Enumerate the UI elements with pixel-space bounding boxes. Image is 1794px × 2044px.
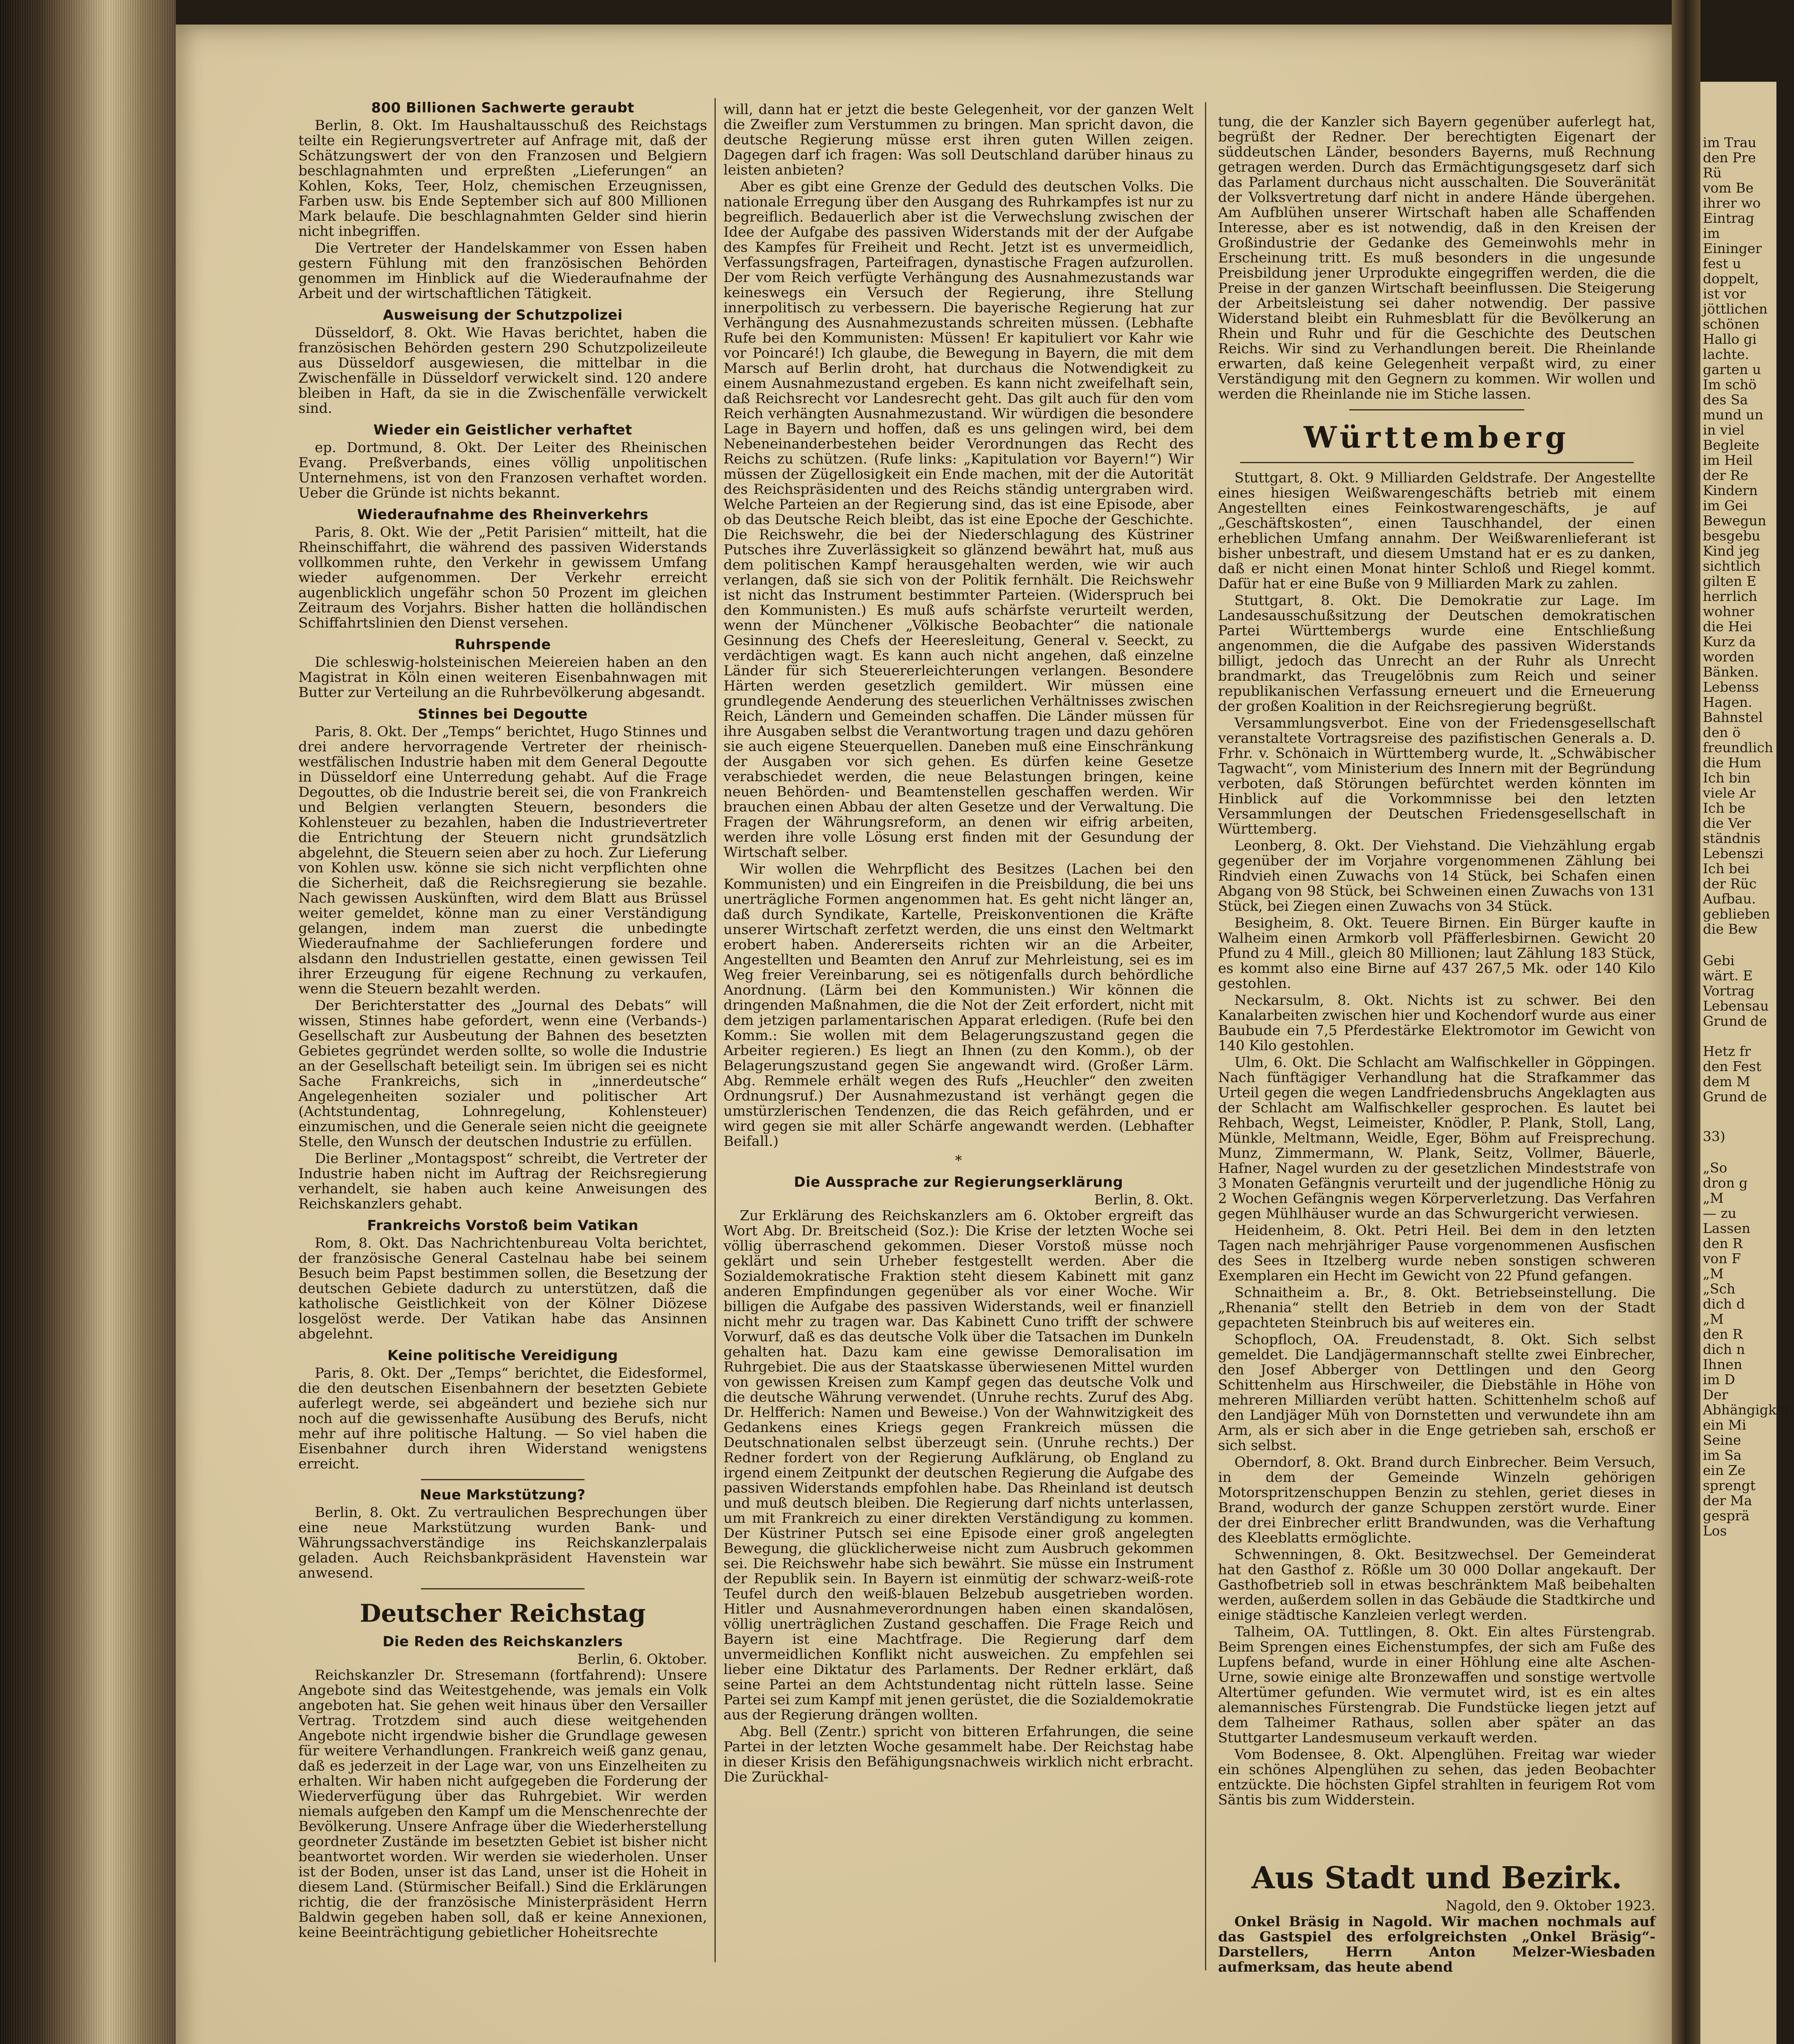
facing-line: dich n [1703, 1341, 1745, 1357]
facing-line: in viel [1703, 422, 1745, 438]
article-paragraph: will, dann hat er jetzt die beste Gelegenheit, vor der ganzen Welt die Zweifler zum Verstummen zu bringen. Man spricht davon, die deutsche Regierung müsse erst ihren guten Willen zeigen. Dagegen darf ich fragen: Was soll Deutschland darüber hinaus zu leisten anbieten? [723, 101, 1194, 178]
facing-line: Hetz fr [1703, 1043, 1751, 1059]
article-paragraph: Besigheim, 8. Okt. Teuere Birnen. Ein Bürger kaufte in Walheim einen Armkorb voll Pfäfferlesbirnen. Gewicht 20 Pfund zu 4 Mill., gleich 80 Millionen; laut Zählung 183 Stück, es kommt also eine Birne auf 437 267,5 Mk. oder 140 Kilo gestohlen. [1218, 915, 1655, 992]
facing-line: wärt. E [1703, 968, 1753, 984]
article-paragraph: Der Berichterstatter des „Journal des Debats“ will wissen, Stinnes habe gefordert, wenn eine (Verbands-) Gesellschaft zur Ausbeutung der Bahnen des besetzten Gebietes gegründet werden sollte, so wolle die Industrie an der Gesellschaft beteiligt sein. Im übrigen sei es nicht Sache Frankreichs, sich in „innerdeutsche“ Angelegenheiten sozialer und politischer Art (Achtstundentag, Lohnregelung, Kohlensteuer) einzumischen, und die Generale seien nicht die geeignete Stelle, den Wunsch der deutschen Industrie zu erfüllen. [298, 997, 707, 1150]
facing-line: im Trau [1703, 134, 1757, 150]
facing-line: Aufbau. [1703, 891, 1756, 907]
article-paragraph: Die schleswig-holsteinischen Meiereien haben an den Magistrat in Köln einen weiteren Eisenbahnwagen mit Butter zur Verteilung an die Ruhrbevölkerung abgesandt. [298, 654, 707, 701]
facing-line: vom Be [1703, 180, 1754, 196]
facing-line: ihrer wo [1703, 195, 1761, 211]
article-paragraph: Wir wollen die Wehrpflicht des Besitzes (Lachen bei den Kommunisten) und ein Eingreifen in die Preisbildung, die bei uns unerträgliche Formen angenommen hat. Es geht nicht länger an, daß durch Syndikate, Kartelle, Preiskonventionen die Kräfte unserer Wirtschaft zerfetzt werden, die uns einst den Weltmarkt erobert haben. Andererseits richten wir an die Arbeiter, Angestellten und Beamten den Anruf zur Mehrleistung, sei es im Weg freier Vereinbarung, sei es nötigenfalls durch behördliche Anordnung. (Lärm bei den Kommunisten.) Wir können die dringenden Maßnahmen, die die Not der Zeit erfordert, nicht mit dem jetzigen parlamentarischen Apparat erledigen. (Rufe bei den Komm.: Sie wollen mit dem Belagerungszustand gegen die Arbeiter regieren.) Es liegt an Ihnen (zu den Komm.), ob der Belagerungszustand gegen Sie angewandt wird. (Großer Lärm. Abg. Remmele erhält wegen des Rufs „Heuchler“ den zweiten Ordnungsruf.) Der Ausnahmezustand ist verhängt gegen die umstürzlerischen Tendenzen, die das Reich gefährden, und er wird gegen sie mit aller Schärfe angewandt werden. (Lebhafter Beifall.) [723, 861, 1194, 1150]
facing-line: garten u [1703, 361, 1761, 377]
facing-line: „Sch [1703, 1281, 1736, 1297]
column-rule-1 [714, 98, 716, 1962]
facing-line [1703, 1029, 1776, 1044]
facing-line: Ich bei [1703, 861, 1750, 876]
facing-line: den Pre [1703, 150, 1756, 166]
facing-line: ein Ze [1703, 1462, 1746, 1478]
article-paragraph: Aber es gibt eine Grenze der Geduld des deutschen Volks. Die nationale Erregung über den Ausgang des Ruhrkampfes ist nur zu begreiflich. Bedauerlich aber ist die Verwechslung zwischen der Idee der Aufgabe des passiven Widerstands mit der der Aufgabe des Kampfes für Freiheit und Recht. Jetzt ist es unvermeidlich, Verfassungsfragen, Parteifragen, dynastische Fragen aufzurollen. Der vom Reich verfügte Verhängung des Ausnahmezustands war keineswegs ein Versuch der Regierung, ihre Stellung innerpolitisch zu verbessern. Die bayerische Regierung hat zur Verhängung des Ausnahmezustands schreiten müssen. (Lebhafte Rufe bei den Kommunisten: Müssen! Er kapituliert vor Kahr wie vor Poincaré!) Ich glaube, die Bewegung in Bayern, die mit dem Marsch auf Berlin droht, hat durchaus die Notwendigkeit zu einem Ausnahmezustand ergeben. Es kann nicht zweifelhaft sein, daß Reichsrecht vor Landesrecht geht. Das gilt auch für den vom Reich verhängten Ausnahmezustand. Wir würdigen die besondere Lage in Bayern und hoffen, daß es uns gelingen wird, bei dem Nebeneinanderbestehen beider Verordnungen das Recht des Reichs zu schützen. (Rufe links: „Kapitulation vor Bayern!“) Wir müssen der Zügellosigkeit ein Ende machen, mit der die Autorität des Reichspräsidenten und des Reichs ständig untergraben wird. Welche Parteien an der Regierung sind, das ist eine Episode, aber ob das Deutsche Reich bleibt, das ist eine Epoche der Geschichte. Die Reichswehr, die bei der Niederschlagung des Küstriner Putsches ihre Zuverlässigkeit so glänzend bewährt hat, muß aus dem politischen Kampf herausgehalten werden, wie wir auch verlangen, daß sie sich von der Politik fernhält. Die Reichswehr ist nicht das Instrument bestimmter Parteien. (Widerspruch bei den Kommunisten.) Es muß aufs schärfste verurteilt werden, wenn der Münchener „Völkische Beobachter“ die nationale Gesinnung des Chefs der Heeresleitung, General v. Seeckt, zu verdächtigen wagt. Es kann auch nicht angehen, daß einzelne Länder für sich Steuererleichterungen verlangen. Besondere Härten werden gesetzlich gemildert. Wir müssen eine grundlegende Aenderung des steuerlichen Verhältnisses zwischen Reich, Ländern und Gemeinden schaffen. Die Länder müssen für ihre Ausgaben selbst die Verantwortung tragen und dazu gehören sie auch eigene Steuerquellen. Daneben muß eine Einschränkung der Ausgaben vor sich gehen. Es dürfen keine Gesetze verabschiedet werden, die neue Belastungen bringen, keine neuen Behörden- und Beamtenstellen geschaffen werden. Wir brauchen einen Abbau der alten Gesetze und der Verwaltung. Die Fragen der Währungsreform, an denen wir eifrig arbeiten, werden ihre volle Lösung erst finden mit der Gesundung der Wirtschaft selber. [723, 179, 1194, 861]
article-paragraph: Schopfloch, OA. Freudenstadt, 8. Okt. Sich selbst gemeldet. Die Landjägermannschaft stellte zwei Einbrecher, den Josef Abberger von Dettlingen und den Georg Schittenhelm aus Hirschweiler, die Diebstähle in Höhe von mehreren Milliarden verübt hatten. Schittenhelm schoß auf den Landjäger Müh von Dornstetten und verwundete ihn am Arm, als er sich aber in die Enge getrieben sah, erschoß er sich selbst. [1218, 1331, 1655, 1454]
article-paragraph: Berlin, 8. Okt. Zu vertraulichen Besprechungen über eine neue Markstützung wurden Bank- und Währungssachverständige ins Reichskanzlerpalais geladen. Auch Reichsbankpräsident Havenstein war anwesend. [298, 1504, 707, 1581]
headline-markstuetzung: Neue Markstützung? [420, 1487, 586, 1503]
facing-line: Kind jeg [1703, 543, 1760, 559]
stadt-bezirk-section [1218, 1860, 1655, 1977]
facing-page-fragment [1700, 82, 1794, 2044]
facing-line: sprengt [1703, 1477, 1756, 1493]
dateline: Nagold, den 9. Oktober 1923. [1445, 1898, 1655, 1914]
headline-ruhrspende: Ruhrspende [455, 637, 551, 653]
divider [421, 1588, 585, 1589]
section-title-stadt-bezirk: Aus Stadt und Bezirk. [1251, 1860, 1622, 1896]
article-paragraph: Stuttgart, 8. Okt. 9 Milliarden Geldstrafe. Der Angestellte eines hiesigen Weißwarengeschäfts betrieb mit einem Angestellten eines Feinkostwarengeschäfts, je auf „Geschäftskosten“, einen Tauschhandel, der einen erheblichen Umfang annahm. Der Weißwarenlieferant ist bisher unbestraft, und diesem Umstand hat er es zu danken, daß er nicht einen Monat hinter Schloß und Riegel kommt. Dafür hat er eine Buße von 9 Milliarden Mark zu zahlen. [1218, 470, 1655, 592]
article-paragraph: Talheim, OA. Tuttlingen, 8. Okt. Ein altes Fürstengrab. Beim Sprengen eines Eichenstumpfes, der sich am Fuße des Lupfens befand, wurde in einer Höhlung eine alte Aschen-Urne, sowie einige alte Bronzewaffen und sonstige wertvolle Altertümer gefunden. Wie vermutet wird, ist es ein altes alemannisches Fürstengrab. Die Fundstücke liegen jetzt auf dem Talheimer Rathaus, sollen aber später an das Stuttgarter Landesmuseum verkauft werden. [1218, 1624, 1655, 1746]
facing-line: den R [1703, 1235, 1743, 1251]
facing-line: freundlich [1703, 740, 1773, 755]
facing-line: „M [1703, 1266, 1724, 1282]
facing-line: — zu [1703, 1205, 1737, 1221]
facing-line: den ö [1703, 724, 1741, 740]
facing-line: dron g [1703, 1175, 1748, 1191]
headline-geistlicher: Wieder ein Geistlicher verhaftet [373, 422, 632, 438]
article-paragraph: Ulm, 6. Okt. Die Schlacht am Walfischkeller in Göppingen. Nach fünftägiger Verhandlung hat die Strafkammer das Urteil gegen die wegen Landfriedensbruchs Angeklagten aus der Schlacht am Walfischkeller gesprochen. Es lautet bei Rehbach, Wegst, Leimeister, Knödler, P. Plank, Stoll, Lang, Münkle, Meltmann, Weidle, Eger, Böhm auf Freisprechung. Munz, Zimmermann, W. Plank, Seitz, Vollmer, Bäuerle, Hafner, Nagel wurden zu der gesetzlichen Mindeststrafe von 3 Monaten Gefängnis verurteilt und der jugendliche Hönig zu 2 Wochen Gefängnis wegen Körperverletzung. Das Verfahren gegen Mühlhäuser wurde an das Schwurgericht verwiesen. [1218, 1054, 1655, 1222]
facing-line: Kurz da [1703, 634, 1756, 650]
facing-lines-bottom [1703, 1160, 1794, 1539]
headline-reden: Die Reden des Reichskanzlers [383, 1634, 623, 1650]
headline-vereidigung: Keine politische Vereidigung [387, 1347, 618, 1364]
separator-star: * [955, 1152, 962, 1169]
facing-line: des Sa [1703, 392, 1748, 408]
facing-line: gilten E [1703, 573, 1756, 589]
article-paragraph: Düsseldorf, 8. Okt. Wie Havas berichtet, haben die französischen Behörden gestern 290 Schutzpolizeileute aus Düsseldorf ausgewiesen, die mittelbar in die Zwischenfälle in Düsseldorf verwickelt sind. 120 andere bleiben in Haft, da sie in die Zwischenfälle verwickelt sind. [298, 325, 707, 417]
facing-line: „So [1703, 1160, 1727, 1176]
article-paragraph: Die Vertreter der Handelskammer von Essen haben gestern Fühlung mit den französischen Behörden genommen im Hinblick auf die Wiederaufnahme der Arbeit und der wirtschaftlichen Tätigkeit. [298, 240, 707, 302]
section-title-wuerttemberg: Württemberg [1304, 420, 1570, 455]
facing-line: Rü [1703, 165, 1722, 181]
facing-line: sichtlich [1703, 558, 1761, 574]
facing-line: den Fest [1703, 1058, 1762, 1074]
facing-line: fest u [1703, 256, 1741, 271]
facing-line: im Gei [1703, 498, 1747, 513]
facing-line: wohner [1703, 603, 1754, 619]
article-paragraph: Abg. Bell (Zentr.) spricht von bitteren Erfahrungen, die seine Partei in der letzten Woche gesammelt habe. Der Reichstag habe in dieser Krisis den Befähigungsnachweis wirklich nicht erbracht. Die Zurückhal- [723, 1724, 1194, 1785]
facing-line: den R [1703, 1326, 1743, 1342]
article-paragraph: Heidenheim, 8. Okt. Petri Heil. Bei dem in den letzten Tagen nach mehrjähriger Pause vorgenommenen Ausfischen des Sees in Itzelberg wurde neben sonstigen schweren Exemplaren ein Hecht im Gewicht von 22 Pfund gefangen. [1218, 1222, 1655, 1284]
headline-rheinverkehr: Wiederaufnahme des Rheinverkehrs [357, 507, 649, 523]
facing-line: schönen [1703, 316, 1760, 332]
facing-line: der Rüc [1703, 876, 1757, 892]
facing-line: die Hei [1703, 619, 1752, 634]
headline-vatikan: Frankreichs Vorstoß beim Vatikan [367, 1217, 638, 1234]
book-gutter [1672, 0, 1700, 2044]
article-paragraph: tung, die der Kanzler sich Bayern gegenüber auferlegt hat, begrüßt der Redner. Der berechtigten Eigenart der süddeutschen Länder, besonders Bayerns, muß Rechnung getragen werden. Durch das Ermächtigungsgesetz darf sich das Parlament durchaus nicht ausschalten. Die Souveränität der Volksvertretung darf nicht in andere Hände übergehen. Am Aufblühen unserer Wirtschaft haben alle Schaffenden Interesse, aber es ist notwendig, daß in den Kreisen der Großindustrie der Gedanke des Gemeinwohls mehr in Erscheinung tritt. Es muß besonders in die ungesunde Preisbildung jener Urprodukte eingegriffen werden, die die Preise in der ganzen Wirtschaft beeinflussen. Die Steigerung der Arbeitsleistung sei daher notwendig. Der passive Widerstand bleibt ein Ruhmesblatt für die Bevölkerung an Rhein und Ruhr und für die Geschichte des Deutschen Reichs. Wir sind zu Verhandlungen bereit. Die Rheinlande erwarten, daß keine Gelegenheit verpaßt wird, zu einer Verständigung mit den Gegnern zu kommen. Wir wollen und werden die Rheinlande nie im Stiche lassen. [1218, 114, 1655, 402]
facing-line: Lebenss [1703, 679, 1759, 695]
divider [421, 1479, 585, 1480]
section-title-reichstag: Deutscher Reichstag [360, 1599, 646, 1628]
facing-line: Abhängigkeit [1703, 1402, 1794, 1418]
facing-line: Ihnen [1703, 1356, 1742, 1372]
column-3 [1218, 114, 1655, 1856]
facing-line: Seine [1703, 1432, 1741, 1448]
article-paragraph: Leonberg, 8. Okt. Der Viehstand. Die Viehzählung ergab gegenüber der im Vorjahre vorgenommenen Zählung bei Rindvieh einen Zuwachs von 14 Stück, bei Schafen einen Abgang von 98 Stück, bei Schweinen einen Zuwachs von 131 Stück, bei Ziegen einen Zuwachs von 34 Stück. [1218, 838, 1655, 914]
facing-line: ständnis [1703, 830, 1760, 846]
facing-line: von F [1703, 1251, 1741, 1266]
facing-line: Der [1703, 1387, 1728, 1403]
facing-line: Los [1703, 1523, 1727, 1539]
article-paragraph: Schnaitheim a. Br., 8. Okt. Betriebseinstellung. Die „Rhenania“ stellt den Betrieb in dem von der Stadt gepachteten Steinbruch bis auf weiteres ein. [1218, 1284, 1655, 1331]
column-rule-2 [1205, 102, 1206, 1970]
facing-line: Ich be [1703, 800, 1745, 816]
article-paragraph: Oberndorf, 8. Okt. Brand durch Einbrecher. Beim Versuch, in dem der Gemeinde Winzeln gehörigen Motorspritzenschuppen Benzin zu stehlen, geriet dieses in Brand, wodurch der ganze Schuppen zerstört wurde. Einer der drei Einbrecher erlitt Brandwunden, was die Verhaftung des Kleeblatts ermöglichte. [1218, 1454, 1655, 1546]
page-number: 33) [1703, 1128, 1725, 1144]
facing-line: die Hum [1703, 755, 1762, 771]
dateline: Berlin, 6. Oktober. [577, 1651, 707, 1667]
facing-line: Im schö [1703, 377, 1757, 392]
headline-stinnes: Stinnes bei Degoutte [418, 706, 588, 722]
article-paragraph: Reichskanzler Dr. Stresemann (fortfahrend): Unsere Angebote sind das Weitestgehende, was jemals ein Volk angeboten hat. Sie gehen weit hinaus über den Versailler Vertrag. Trotzdem sind auch diese weitgehenden Angebote nicht irgendwie bisher die Grundlage gewesen für weitere Verhandlungen. Frankreich weiß ganz genau, daß es jederzeit in der Lage war, von uns Einzelheiten zu erhalten. Wir haben nicht aufgegeben die Forderung der Wiederverfügung über das Ruhrgebiet. Wir werden niemals aufgeben den Kampf um die Menschenrechte der Bevölkerung. Unsere Anfrage über die Wiederherstellung geordneter Zustände im besetzten Gebiet ist bisher nicht beantwortet worden. Wir werden sie wiederholen. Unser ist der Boden, unser ist das Land, unser ist die Hoheit in diesem Land. (Stürmischer Beifall.) Sind die Erklärungen richtig, die der französische Ministerpräsident Herrn Baldwin gegeben haben soll, daß er keine Annexionen, keine Beeinträchtigung gebietlicher Hoheitsrechte [298, 1667, 707, 1941]
column-2 [723, 102, 1194, 1970]
facing-line: im D [1703, 1372, 1735, 1387]
facing-line: Bahnstel [1703, 709, 1763, 725]
facing-line: der Ma [1703, 1493, 1752, 1508]
facing-line: Ich bin [1703, 770, 1751, 786]
dateline: Berlin, 8. Okt. [1094, 1192, 1194, 1208]
article-paragraph: Rom, 8. Okt. Das Nachrichtenbureau Volta berichtet, der französische General Castelnau habe bei seinem Besuch beim Papst bestimmen sollen, die Besetzung der deutschen Gebiete dadurch zu unterstützen, daß die katholische Geistlichkeit von der Kölner Diözese losgelöst werde. Der Vatikan habe das Ansinnen abgelehnt. [298, 1235, 707, 1342]
facing-line: Grund de [1703, 1013, 1767, 1029]
facing-line: der Re [1703, 467, 1749, 483]
facing-line: ein Mi [1703, 1417, 1747, 1433]
article-paragraph: ep. Dortmund, 8. Okt. Der Leiter des Rheinischen Evang. Preßverbands, eines völlig unpolitischen Unternehmens, ist von den Franzosen verhaftet worden. Ueber die Gründe ist nichts bekannt. [298, 439, 707, 501]
facing-line: im Heil [1703, 452, 1753, 468]
facing-line: Bänken. [1703, 664, 1759, 680]
facing-line: Begleite [1703, 437, 1760, 453]
facing-line: Kindern [1703, 482, 1758, 498]
facing-line: „M [1703, 1190, 1724, 1206]
facing-line: dich d [1703, 1296, 1745, 1312]
article-paragraph: Stuttgart, 8. Okt. Die Demokratie zur Lage. Im Landesausschußsitzung der Deutschen demokratischen Partei Württembergs wurde eine Entschließung angenommen, die die Aufgabe des passiven Widerstands billigt, jedoch das Unrecht an der Ruhr als Unrecht brandmarkt, das Treugelöbnis zum Reich und seiner republikanischen Verfassung erneuert und die Erneuerung der großen Koalition in der Reichsregierung begrüßt. [1218, 592, 1655, 715]
headline-sachwerte: 800 Billionen Sachwerte geraubt [371, 100, 634, 116]
facing-line: worden [1703, 649, 1754, 665]
facing-line: viele Ar [1703, 785, 1756, 801]
facing-lines-middle [1703, 953, 1776, 1104]
facing-line: Bewegun [1703, 513, 1767, 529]
facing-line: Hagen. [1703, 694, 1752, 710]
facing-line: doppelt, [1703, 271, 1759, 287]
facing-line: im Sa [1703, 1447, 1742, 1463]
article-paragraph: Versammlungsverbot. Eine von der Friedensgesellschaft veranstaltete Vortragsreise des pazifistischen Generals a. D. Frhr. v. Schönaich in Württemberg wurde, lt. „Schwäbischer Tagwacht“, vom Ministerium des Innern mit der Begründung verboten, daß Störungen befürchtet werden könnten im Hinblick auf die Vorkommnisse bei den letzten Versammlungen der Deutschen Friedensgesellschaft in Württemberg. [1218, 715, 1655, 837]
article-paragraph: Berlin, 8. Okt. Im Haushaltausschuß des Reichstags teilte ein Regierungsvertreter auf Anfrage mit, daß der Schätzungswert der von den Franzosen und Belgiern beschlagnahmten und erpreßten „Lieferungen“ an Kohlen, Koks, Teer, Holz, chemischen Erzeugnissen, Farben usw. bis Ende September sich auf 800 Millionen Mark belaufe. Die beschlagnahmten Gelder sind hierin nicht inbegriffen. [298, 117, 707, 240]
article-paragraph: Zur Erklärung des Reichskanzlers am 6. Oktober ergreift das Wort Abg. Dr. Breitscheid (Soz.): Die Krise der letzten Woche sei völlig überraschend gekommen. Dieser Vorstoß müsse noch geklärt und sein Urheber festgestellt werden. Aber die Sozialdemokratische Fraktion steht diesem Kabinett mit ganz anderen Empfindungen gegenüber als vor einer Woche. Wir billigen die Aufgabe des passiven Widerstands, weil er finanziell nicht mehr zu tragen war. Das Kabinett Cuno trifft der schwere Vorwurf, daß es das deutsche Volk über die Tatsachen im Dunkeln gehalten hat. Dazu kam eine gewisse Demoralisation im Ruhrgebiet. Die aus der Staatskasse überwiesenen Mittel wurden von gewissen Kreisen zum Kampf gegen das deutsche Volk und die deutsche Währung verwendet. (Unruhe rechts. Zuruf des Abg. Dr. Helfferich: Namen und Beweise.) Von der Wahnwitzigkeit des Gedankens eines Kriegs gegen Frankreich müssen die Deutschnationalen selbst überzeugt sein. (Unruhe rechts.) Der Redner fordert von der Regierung Aufklärung, ob England zu irgend einem Zeitpunkt der deutschen Regierung die Aufgabe des passiven Widerstands empfohlen habe. Das Rheinland ist deutsch und muß deutsch bleiben. Die Regierung darf nichts unterlassen, um mit Frankreich zu einer direkten Verständigung zu kommen. Der Küstriner Putsch sei eine Episode einer groß angelegten Bewegung, die glücklicherweise nicht zum Ausbruch gekommen sei. Die Reichswehr habe sich bewährt. Sie müsse ein Instrument der Republik sein. In Bayern ist einmütig der schwarz-weiß-rote Teufel durch den weiß-blauen Belzebub ausgetrieben worden. Hitler und Ausnahmeverordnungen haben einen skandalösen, völlig unerträglichen Zustand geschaffen. Die Frage Reich und Bayern ist eine Machtfrage. Die Regierung darf dem unvermeidlichen Konflikt nicht ausweichen. Zu empfehlen sei lieber eine Diktatur des Parlaments. Der Redner erklärt, daß seine Partei an dem Achtstundentag nicht rütteln lasse. Seine Partei sei zum Kampf mit jenen gerüstet, die die Sozialdemokratie aus der Regierung drängen wollten. [723, 1208, 1194, 1723]
facing-line: herrlich [1703, 588, 1758, 604]
facing-column [1703, 134, 1794, 1539]
facing-line: die Bew [1703, 921, 1758, 937]
facing-line: jöttlichen [1703, 301, 1768, 317]
facing-line: Lebensau [1703, 998, 1769, 1014]
facing-line: die Ver [1703, 815, 1751, 831]
facing-line: Grund de [1703, 1089, 1767, 1105]
book-page-edges [0, 0, 176, 2044]
facing-line: mund un [1703, 407, 1763, 423]
facing-line: gesprä [1703, 1508, 1750, 1524]
article-paragraph: Paris, 8. Okt. Der „Temps“ berichtet, die Eidesformel, die den deutschen Eisenbahnern der besetzten Gebiete auferlegt werde, sei abgeändert und beziehe sich nur noch auf die gewissenhafte Ausübung des Berufs, nicht mehr auf ihre politische Haltung. — So viel haben die Eisenbahner durch ihren Widerstand wenigstens erreicht. [298, 1365, 707, 1472]
facing-line: im Eininger [1703, 225, 1762, 256]
facing-line: dem M [1703, 1074, 1751, 1089]
facing-line: Lassen [1703, 1220, 1751, 1236]
headline-schutzpolizei: Ausweisung der Schutzpolizei [383, 307, 623, 323]
article-paragraph: Schwenningen, 8. Okt. Besitzwechsel. Der Gemeinderat hat den Gasthof z. Rößle um 30 000 Dollar angekauft. Der Gasthofbetrieb soll in etwas beschränktem Maß beibehalten werden, außerdem sollen in das Gebäude die Stadtkirche und einige städtische Kanzleien verlegt werden. [1218, 1546, 1655, 1623]
facing-line: lachte. [1703, 346, 1749, 362]
facing-line: Lebenszi [1703, 845, 1764, 861]
article-paragraph: Die Berliner „Montagspost“ schreibt, die Vertreter der Industrie haben nicht im Auftrag der Reichsregierung verhandelt, sie haben auch keine Anweisungen des Reichskanzlers gehabt. [298, 1150, 707, 1212]
facing-line: „M [1703, 1311, 1724, 1327]
article-paragraph: Onkel Bräsig in Nagold. Wir machen nochmals auf das Gastspiel des erfolgreichsten „Onkel Bräsig“-Darstellers, Herrn Anton Melzer-Wiesbaden aufmerksam, das heute abend [1218, 1914, 1655, 1975]
facing-line: Eintrag [1703, 210, 1754, 226]
article-paragraph: Paris, 8. Okt. Wie der „Petit Parisien“ mitteilt, hat die Rheinschiffahrt, die während des passiven Widerstands vollkommen ruhte, den Verkehr in gewissem Umfang wieder aufgenommen. Der Verkehr erreicht augenblicklich ungefähr schon 50 Prozent im gleichen Zeitraum des Vorjahrs. Bisher hatten die holländischen Schiffahrtslinien den Dienst versehen. [298, 524, 707, 631]
facing-line: Gebi [1703, 953, 1735, 968]
column-1 [298, 94, 707, 1958]
divider [1349, 409, 1524, 410]
facing-line: Vortrag [1703, 983, 1755, 999]
facing-line: geblieben [1703, 906, 1770, 922]
divider [1240, 462, 1634, 463]
facing-lines-top [1703, 135, 1776, 937]
facing-line: besgebu [1703, 528, 1760, 544]
headline-aussprache: Die Aussprache zur Regierungserklärung [794, 1174, 1123, 1190]
facing-line: ist vor [1703, 286, 1746, 302]
article-paragraph: Vom Bodensee, 8. Okt. Alpenglühen. Freitag war wieder ein schönes Alpenglühen zu sehen, das jeden Beobachter entzückte. Die höchsten Gipfel strahlten in feurigem Rot vom Säntis bis zum Widderstein. [1218, 1746, 1655, 1808]
article-paragraph: Neckarsulm, 8. Okt. Nichts ist zu schwer. Bei den Kanalarbeiten zwischen hier und Kochendorf wurde aus einer Baubude ein 7,5 Pferdestärke Elektromotor im Gewicht von 140 Kilo gestohlen. [1218, 992, 1655, 1054]
article-paragraph: Paris, 8. Okt. Der „Temps“ berichtet, Hugo Stinnes und drei andere hervorragende Vertreter der rheinisch-westfälischen Industrie haben mit dem General Degoutte in Düsseldorf eine Unterredung gehabt. Auf die Frage Degouttes, ob die Industrie bereit sei, die von Frankreich und Belgien verlangten Steuern, besonders die Kohlensteuer zu bezahlen, haben die Industrievertreter die Entrichtung der Steuern nicht grundsätzlich abgelehnt, die Steuern seien aber zu hoch. Zur Lieferung von Kohlen usw. könne sie sich nicht verpflichten ohne die Sicherheit, daß die Reichsregierung sie bezahle. Nach gewissen Auskünften, wird dem Blatt aus Brüssel weiter gemeldet, könne man zu einer Verständigung gelangen, indem man zuerst die unbedingte Wiederaufnahme der Sachlieferungen fordere und alsdann den Industriellen gestatte, einen gewissen Teil ihrer Erzeugung für eigene Rechnung zu verkaufen, wenn die Steuern bezahlt werden. [298, 724, 707, 997]
facing-line: Hallo gi [1703, 331, 1757, 347]
